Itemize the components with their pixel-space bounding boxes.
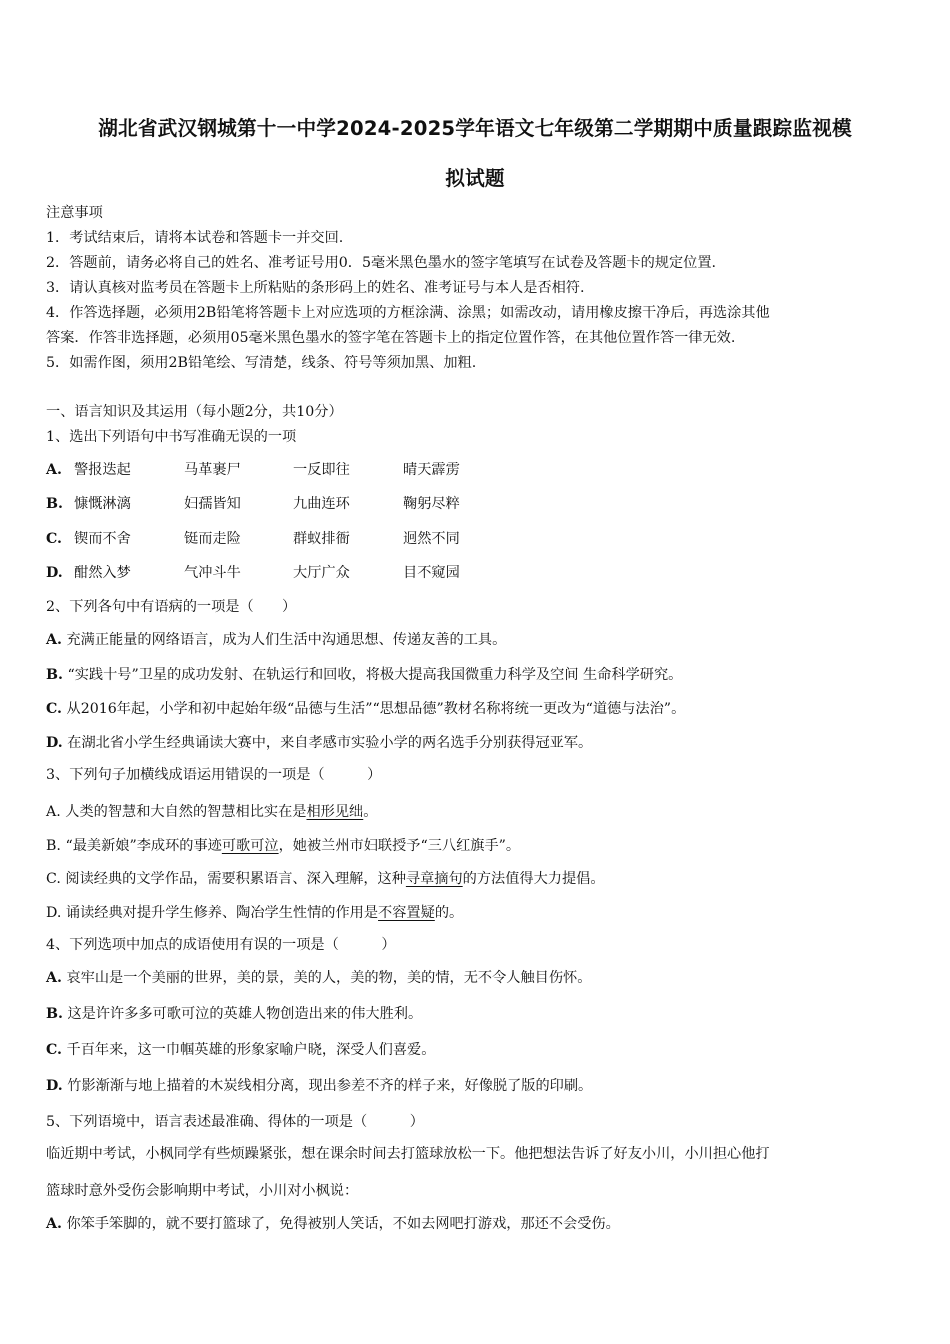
notice-item: 2．答题前，请务必将自己的姓名、准考证号用0．5毫米黑色墨水的签字笔填写在试卷及答题卡的规定位置.	[46, 255, 717, 271]
option-text: 竹影渐渐与地上描着的木炭线相分离，现出参差不齐的样子来，好像脱了版的印刷。	[67, 1078, 593, 1094]
q3-option-a	[46, 801, 377, 821]
option-label: D.	[46, 565, 63, 581]
option-text: 的。	[434, 905, 464, 921]
question-stem-5: 5、下列语境中，语言表述最准确、得体的一项是（ ）	[46, 1114, 424, 1130]
option-label: A.	[46, 1216, 62, 1232]
option-word: 锲而不舍	[74, 531, 131, 547]
option-text: 千百年来，这一巾帼英雄的形象家喻户晓，深受人们喜爱。	[66, 1042, 436, 1058]
option-text: 从2016年起，小学和初中起始年级“品德与生活”“思想品德”教材名称将统一更改为“道德与法治”。	[66, 701, 686, 717]
option-text: 的方法值得大力提倡。	[462, 871, 605, 887]
section-heading: 一、语言知识及其运用（每小题2分，共10分）	[46, 404, 343, 420]
underlined-idiom: 可歌可泣	[221, 838, 279, 854]
option-label: A.	[46, 970, 62, 986]
q4-option-b	[46, 1003, 422, 1023]
page-title-line1: 湖北省武汉钢城第十一中学2024-2025学年语文七年级第二学期期中质量跟踪监视模	[98, 117, 852, 140]
q4-option-c	[46, 1039, 435, 1059]
option-label: B.	[46, 667, 63, 683]
option-word: 鞠躬尽粹	[403, 496, 460, 512]
q2-option-a	[46, 629, 506, 649]
q1-option-d	[46, 562, 513, 582]
option-word: 马革裹尸	[184, 462, 241, 478]
underlined-idiom: 寻章摘句	[405, 871, 463, 887]
underlined-idiom: 相形见绌	[306, 804, 364, 820]
notice-item: 1．考试结束后，请将本试卷和答题卡一并交回.	[46, 230, 344, 246]
q5-option-a	[46, 1213, 620, 1233]
question-stem-3: 3、下列句子加横线成语运用错误的一项是（ ）	[46, 767, 382, 783]
option-word: 九曲连环	[293, 496, 350, 512]
option-label: D.	[46, 735, 63, 751]
q2-option-c	[46, 698, 685, 718]
option-word: 一反即往	[293, 462, 350, 478]
option-text: 哀牢山是一个美丽的世界，美的景，美的人，美的物，美的情，无不令人触目伤怀。	[66, 970, 592, 986]
notice-heading: 注意事项	[46, 205, 103, 221]
q4-option-d	[46, 1075, 592, 1095]
option-word: 妇孺皆知	[184, 496, 241, 512]
question-stem-1: 1、选出下列语句中书写准确无误的一项	[46, 429, 297, 445]
option-label: C.	[46, 531, 62, 547]
q3-option-c	[46, 868, 605, 888]
option-text: 。	[363, 804, 378, 820]
q5-context: 临近期中考试，小枫同学有些烦躁紧张，想在课余时间去打篮球放松一下。他把想法告诉了好友小川，小川担心他打	[46, 1146, 770, 1162]
option-label: A.	[46, 804, 61, 820]
option-label: D.	[46, 1078, 63, 1094]
option-word: 气冲斗牛	[184, 565, 241, 581]
option-label: B.	[46, 838, 61, 854]
notice-item: 答案．作答非选择题，必须用05毫米黑色墨水的签字笔在答题卡上的指定位置作答，在其他位置作答一律无效.	[46, 330, 736, 346]
option-word: 慷慨淋漓	[74, 496, 131, 512]
question-stem-4: 4、下列选项中加点的成语使用有误的一项是（ ）	[46, 937, 396, 953]
option-text: “最美新娘”李成环的事迹	[65, 838, 222, 854]
option-word: 迥然不同	[403, 531, 460, 547]
option-text: 在湖北省小学生经典诵读大赛中，来自孝感市实验小学的两名选手分别获得冠亚军。	[67, 735, 593, 751]
option-label: C.	[46, 1042, 62, 1058]
q3-option-d	[46, 902, 463, 922]
q2-option-b	[46, 664, 682, 684]
notice-item: 4．作答选择题，必须用2B铅笔将答题卡上对应选项的方框涂满、涂黑；如需改动，请用橡皮擦干净后，再选涂其他	[46, 305, 770, 321]
q1-option-a	[46, 459, 513, 479]
option-text: ，她被兰州市妇联授予“三八红旗手”。	[278, 838, 521, 854]
notice-item: 3．请认真核对监考员在答题卡上所粘贴的条形码上的姓名、准考证号与本人是否相符.	[46, 280, 585, 296]
option-word: 晴天霹雳	[403, 462, 460, 478]
option-word: 铤而走险	[184, 531, 241, 547]
option-text: 诵读经典对提升学生修养、陶冶学生性情的作用是	[65, 905, 379, 921]
option-text: 阅读经典的文学作品，需要积累语言、深入理解，这种	[65, 871, 406, 887]
option-word: 大厅广众	[293, 565, 350, 581]
option-text: 充满正能量的网络语言，成为人们生活中沟通思想、传递友善的工具。	[66, 632, 507, 648]
option-label: C.	[46, 871, 61, 887]
notice-item: 5．如需作图，须用2B铅笔绘、写清楚，线条、符号等须加黑、加粗.	[46, 355, 477, 371]
option-word: 警报迭起	[74, 462, 131, 478]
underlined-idiom: 不容置疑	[378, 905, 435, 921]
q1-option-c	[46, 528, 513, 548]
option-text: “实践十号”卫星的成功发射、在轨运行和回收，将极大提高我国微重力科学及空间 生命科学研究。	[67, 667, 683, 683]
question-stem-2: 2、下列各句中有语病的一项是（ ）	[46, 599, 297, 615]
option-text: 人类的智慧和大自然的智慧相比实在是	[65, 804, 307, 820]
option-word: 酣然入梦	[74, 565, 131, 581]
option-label: C.	[46, 701, 62, 717]
q4-option-a	[46, 967, 591, 987]
q5-context: 篮球时意外受伤会影响期中考试，小川对小枫说：	[46, 1183, 359, 1199]
page-title-line2: 拟试题	[445, 167, 505, 190]
q2-option-d	[46, 732, 592, 752]
option-word: 群蚁排衙	[293, 531, 350, 547]
option-text: 这是许许多多可歌可泣的英雄人物创造出来的伟大胜利。	[67, 1006, 423, 1022]
option-label: D.	[46, 905, 62, 921]
option-label: A.	[46, 462, 62, 478]
option-text: 你笨手笨脚的，就不要打篮球了，免得被别人笑话，不如去网吧打游戏，那还不会受伤。	[66, 1216, 620, 1232]
q3-option-b	[46, 835, 520, 855]
option-label: B.	[46, 1006, 63, 1022]
option-label: A.	[46, 632, 62, 648]
q1-option-b	[46, 493, 513, 513]
option-word: 目不窥园	[403, 565, 460, 581]
option-label: B.	[46, 496, 63, 512]
